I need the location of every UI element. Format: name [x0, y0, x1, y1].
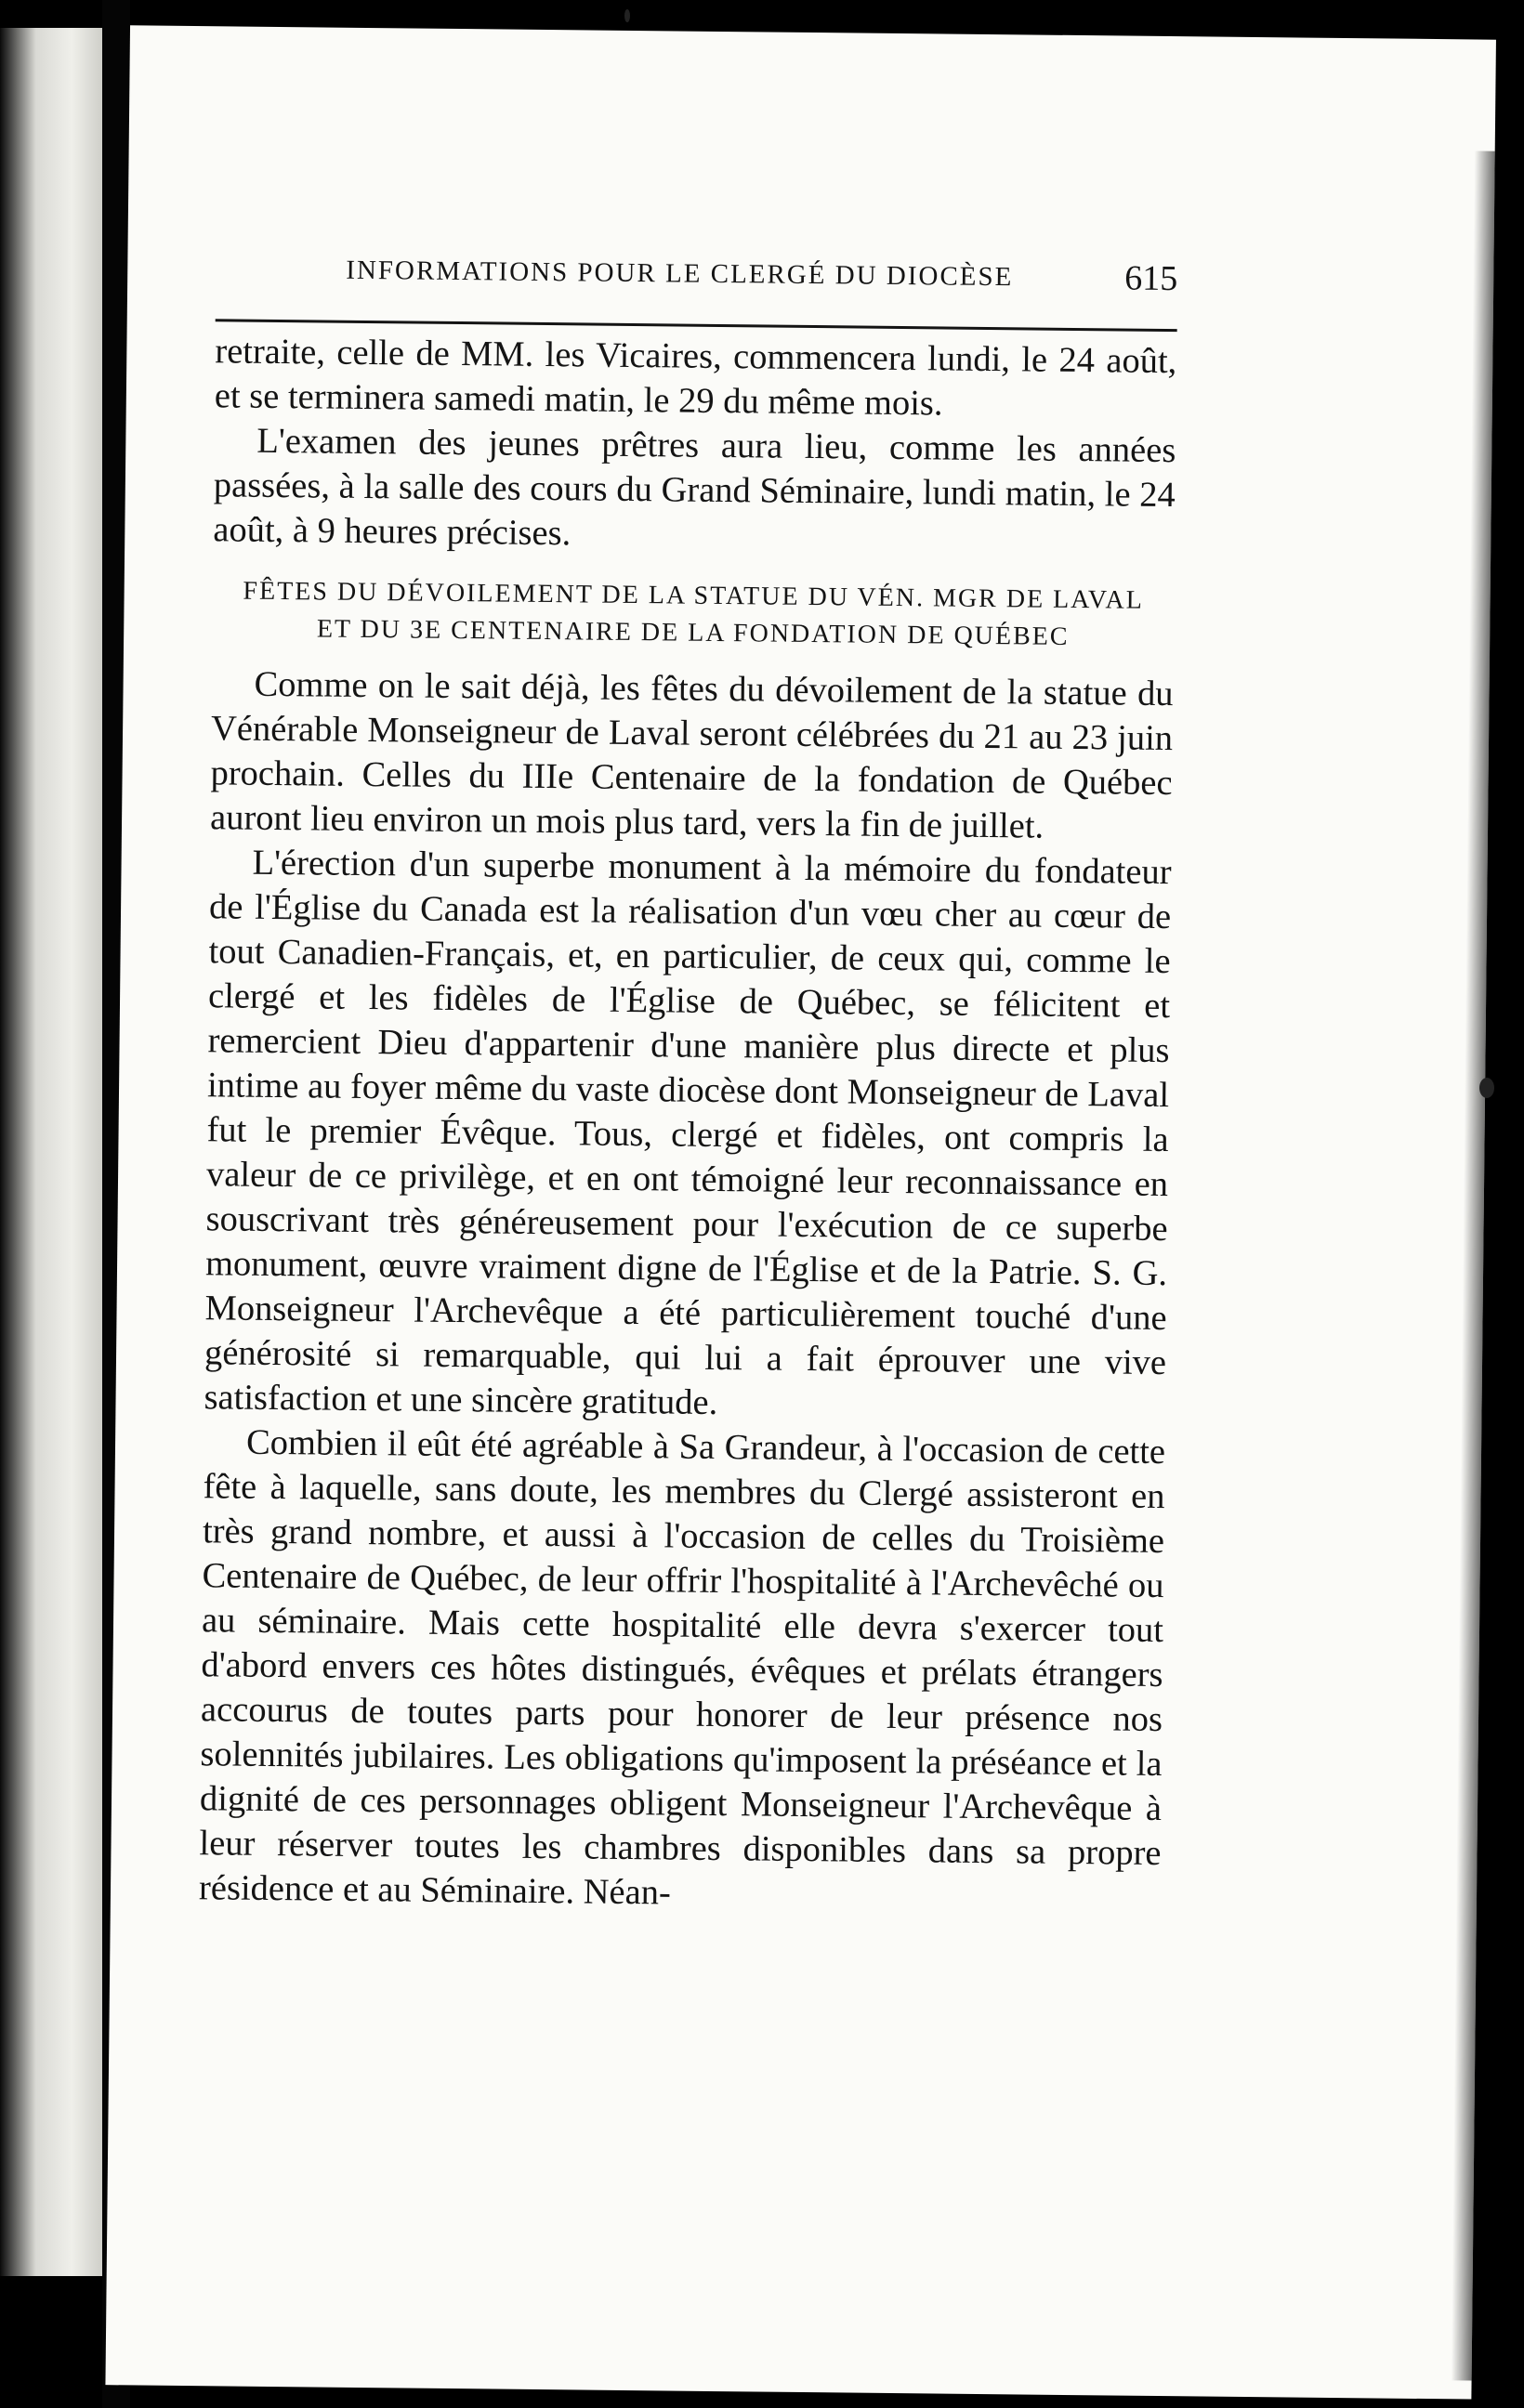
page-body	[199, 329, 1177, 1920]
page-number: 615	[1124, 258, 1178, 299]
dust-speck	[624, 9, 630, 22]
running-head-title: INFORMATIONS POUR LE CLERGÉ DU DIOCÈSE	[346, 255, 1014, 293]
running-head	[216, 254, 1178, 332]
section-heading-line-2: ET DU 3E CENTENAIRE DE LA FONDATION DE QUÉBEC	[316, 614, 1070, 651]
paragraph-hospitalite: Combien il eût été agréable à Sa Grandeur, à l'occasion de cette fête à laquelle, sans doute, les membres du Clergé assisteront en très grand nombre, et aussi à l'occasion de celles du Troisième Centenaire de Québec, de leur offrir l'hospitalité à l'Archevêché ou au séminaire. Mais cette hospitalité elle devra s'exercer tout d'abord envers ces hôtes distingués, évêques et prélats étrangers accourus de toutes parts pour honorer de leur présence nos solennités jubilaires. Les obligations qu'imposent la préséance et la dignité de ces personnages obligent Monseigneur l'Archevêque à leur réserver toutes les chambres disponibles dans sa propre résidence et au Séminaire. Néan-	[198, 1422, 1166, 1913]
dust-speck	[1479, 1078, 1494, 1098]
section-heading-line-1: FÊTES DU DÉVOILEMENT DE LA STATUE DU VÉN. MGR DE LAVAL	[243, 576, 1144, 615]
paragraph-continued: retraite, celle de MM. les Vicaires, commencera lundi, le 24 août, et se terminera samedi matin, le 29 du même mois.	[214, 332, 1177, 424]
paragraph-monument: L'érection d'un superbe monument à la mémoire du fondateur de l'Église du Canada est la réalisation d'un vœu cher au cœur de tout Canadien-Français, et, en particulier, de ceux qui, comme le clergé et les fidèles de l'Église de Québec, se félicitent et remercient Dieu d'appartenir d'une manière plus directe et plus intime au foyer même du vaste diocèse dont Monseigneur de Laval fut le premier Évêque. Tous, clergé et fidèles, ont compris la valeur de ce privilège, et en ont témoigné leur reconnaissance en souscrivant très généreusement pour l'exécution de ce superbe monument, œuvre vraiment digne de l'Église et de la Patrie. S. G. Monseigneur l'Archevêque a été particulièrement touché d'une générosité si remarquable, qui lui a fait éprouver une vive satisfaction et une sincère gratitude.	[204, 843, 1172, 1423]
paragraph-fetes: Comme on le sait déjà, les fêtes du dévoilement de la statue du Vénérable Monseigneur de Laval seront célébrées du 21 au 23 juin prochain. Celles du IIIe Centenaire de la fondation de Québec auront lieu environ un mois plus tard, vers la fin de juillet.	[209, 664, 1174, 846]
book-page	[105, 25, 1496, 2399]
section-heading	[212, 572, 1175, 657]
facing-page-edge	[0, 28, 102, 2276]
page-content	[199, 254, 1178, 1920]
page-edge-shadow	[1452, 150, 1495, 2380]
paragraph-examen: L'examen des jeunes prêtres aura lieu, comme les années passées, à la salle des cours du Grand Séminaire, lundi matin, le 24 août, à 9 heures précises.	[213, 421, 1176, 554]
